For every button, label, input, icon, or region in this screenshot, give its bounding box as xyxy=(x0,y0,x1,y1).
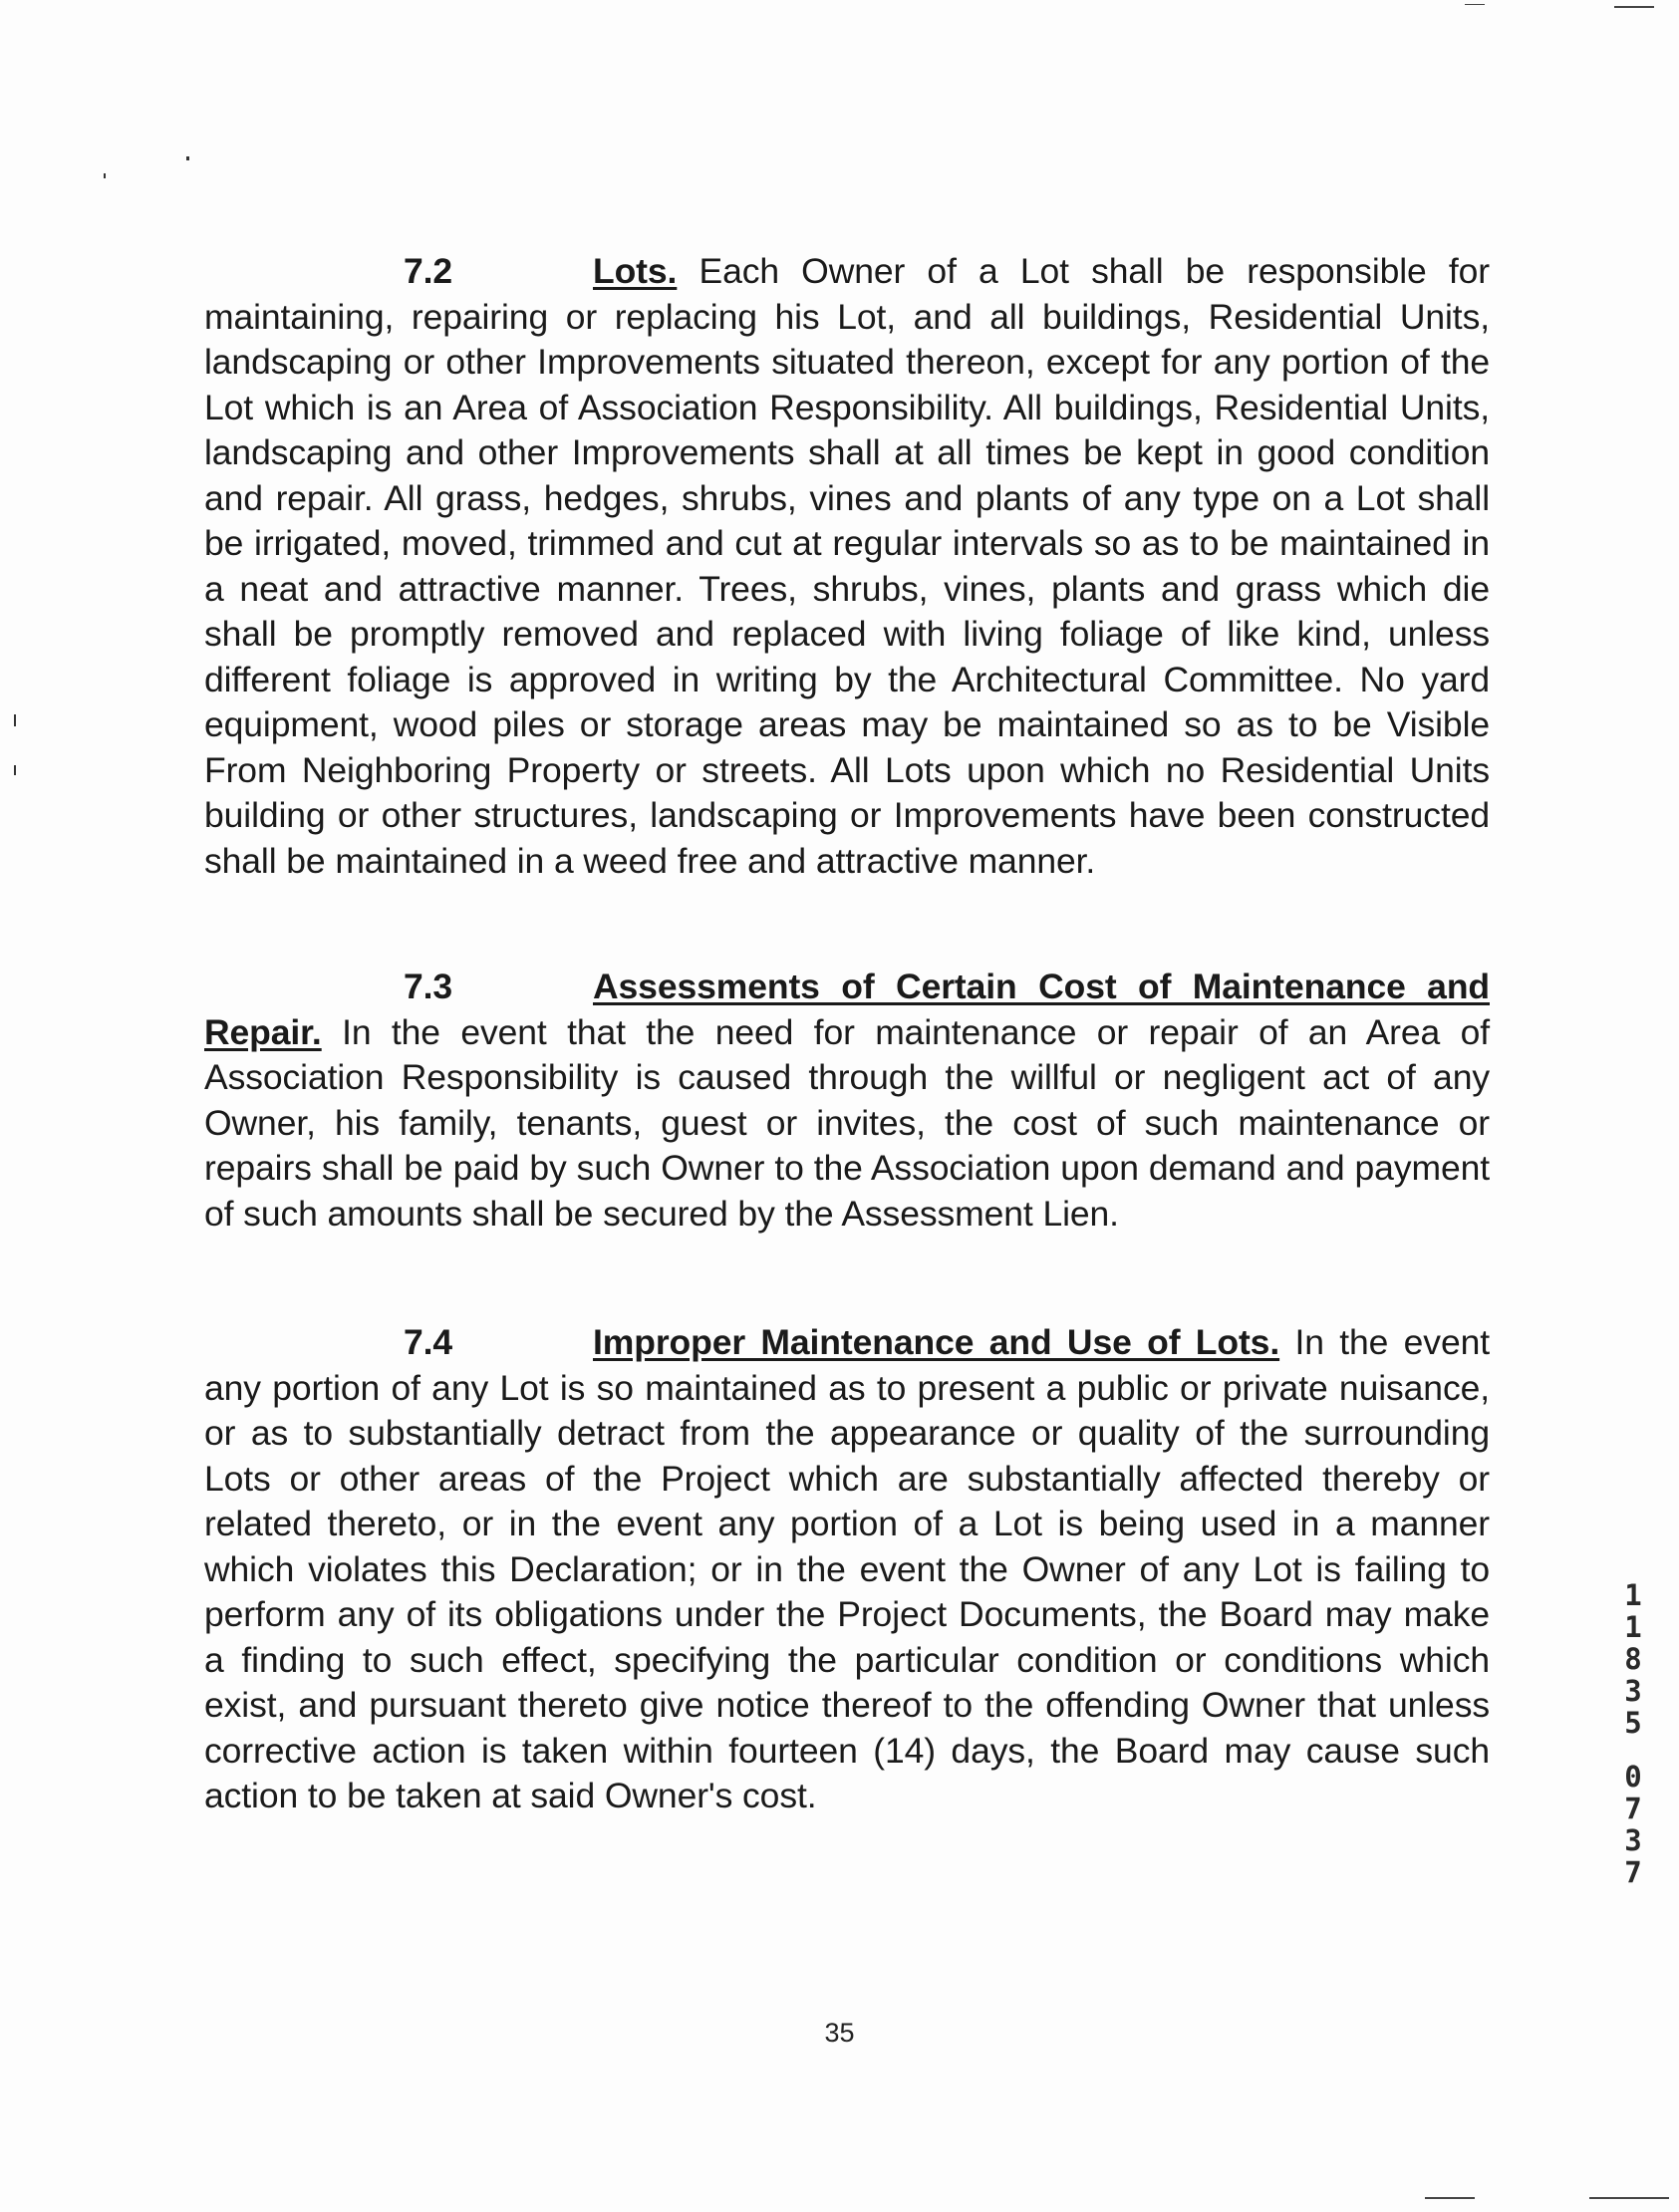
scan-speck xyxy=(14,714,16,726)
stamp-digit: 7 xyxy=(1624,1855,1642,1889)
stamp-digit: 3 xyxy=(1624,1823,1642,1857)
section-7-3-paragraph xyxy=(204,965,1490,1237)
stamp-digit: 5 xyxy=(1624,1706,1642,1740)
section-heading: Lots. xyxy=(593,251,678,291)
stamp-digit: 7 xyxy=(1624,1792,1642,1825)
section-7-4 xyxy=(204,1320,1490,1819)
stamp-digit: 1 xyxy=(1624,1610,1642,1644)
section-7-2-paragraph xyxy=(204,249,1490,884)
recording-stamp xyxy=(1616,1579,1650,1888)
section-body: In the event any portion of any Lot is so maintained as to present a public or private nuisance, or as to substantially detract from the appearance or quality of the surrounding Lots or other areas of the Project which are substantially affected thereby or related thereto, or in the event any portion of a Lot is being used in a manner which violates this Declaration; or in the event the Owner of any Lot is failing to perform any of its obligations under the Project Documents, the Board may make a finding to such effect, specifying the particular condition or conditions which exist, and pursuant thereto give notice thereof to the offending Owner that unless corrective action is taken within fourteen (14) days, the Board may cause such action to be taken at said Owner's cost. xyxy=(204,1322,1491,1815)
scan-edge-mark xyxy=(1614,6,1654,8)
scan-speck xyxy=(186,156,189,160)
section-heading: Assessments of Certain Cost of Maintenance and Repair. xyxy=(204,967,1490,1052)
section-heading: Improper Maintenance and Use of Lots. xyxy=(593,1322,1280,1362)
stamp-digit: 1 xyxy=(1624,1578,1642,1612)
scan-speck xyxy=(14,765,16,775)
scan-edge-mark xyxy=(1589,2197,1669,2199)
page-number: 35 xyxy=(824,2018,855,2048)
section-7-2 xyxy=(204,249,1490,884)
scan-edge-mark xyxy=(1425,2197,1475,2199)
stamp-digit: 0 xyxy=(1624,1760,1642,1794)
section-7-4-paragraph xyxy=(204,1320,1490,1819)
scan-speck xyxy=(104,173,106,178)
scan-edge-mark xyxy=(1465,4,1485,5)
section-body: Each Owner of a Lot shall be responsible for maintaining, repairing or replacing his Lot, and all buildings, Residential Units, landscaping or other Improvements situated thereon, except for any portion of the Lot which is an Area of Association Responsibility. All buildings, Residential Units, landscaping and other Improvements shall at all times be kept in good condition and repair. All grass, hedges, shrubs, vines and plants of any type on a Lot shall be irrigated, moved, trimmed and cut at regular intervals so as to be maintained in a neat and attractive manner. Trees, shrubs, vines, plants and grass which die shall be promptly removed and replaced with living foliage of like kind, unless different foliage is approved in writing by the Architectural Committee. No yard equipment, wood piles or storage areas may be maintained so as to be Visible From Neighboring Property or streets. All Lots upon which no Residential Units building or other structures, landscaping or Improvements have been constructed shall be maintained in a weed free and attractive manner. xyxy=(204,251,1490,881)
section-body: In the event that the need for maintenance or repair of an Area of Association Responsibility is caused through the willful or negligent act of any Owner, his family, tenants, guest or invites, the cost of such maintenance or repairs shall be paid by such Owner to the Association upon demand and payment of such amounts shall be secured by the Assessment Lien. xyxy=(204,1011,1490,1234)
stamp-digit: 8 xyxy=(1624,1642,1642,1676)
section-7-3 xyxy=(204,965,1490,1237)
section-number: 7.3 xyxy=(404,967,453,1006)
section-number: 7.4 xyxy=(404,1322,453,1362)
section-number: 7.2 xyxy=(404,251,453,291)
stamp-digit: 3 xyxy=(1624,1674,1642,1708)
